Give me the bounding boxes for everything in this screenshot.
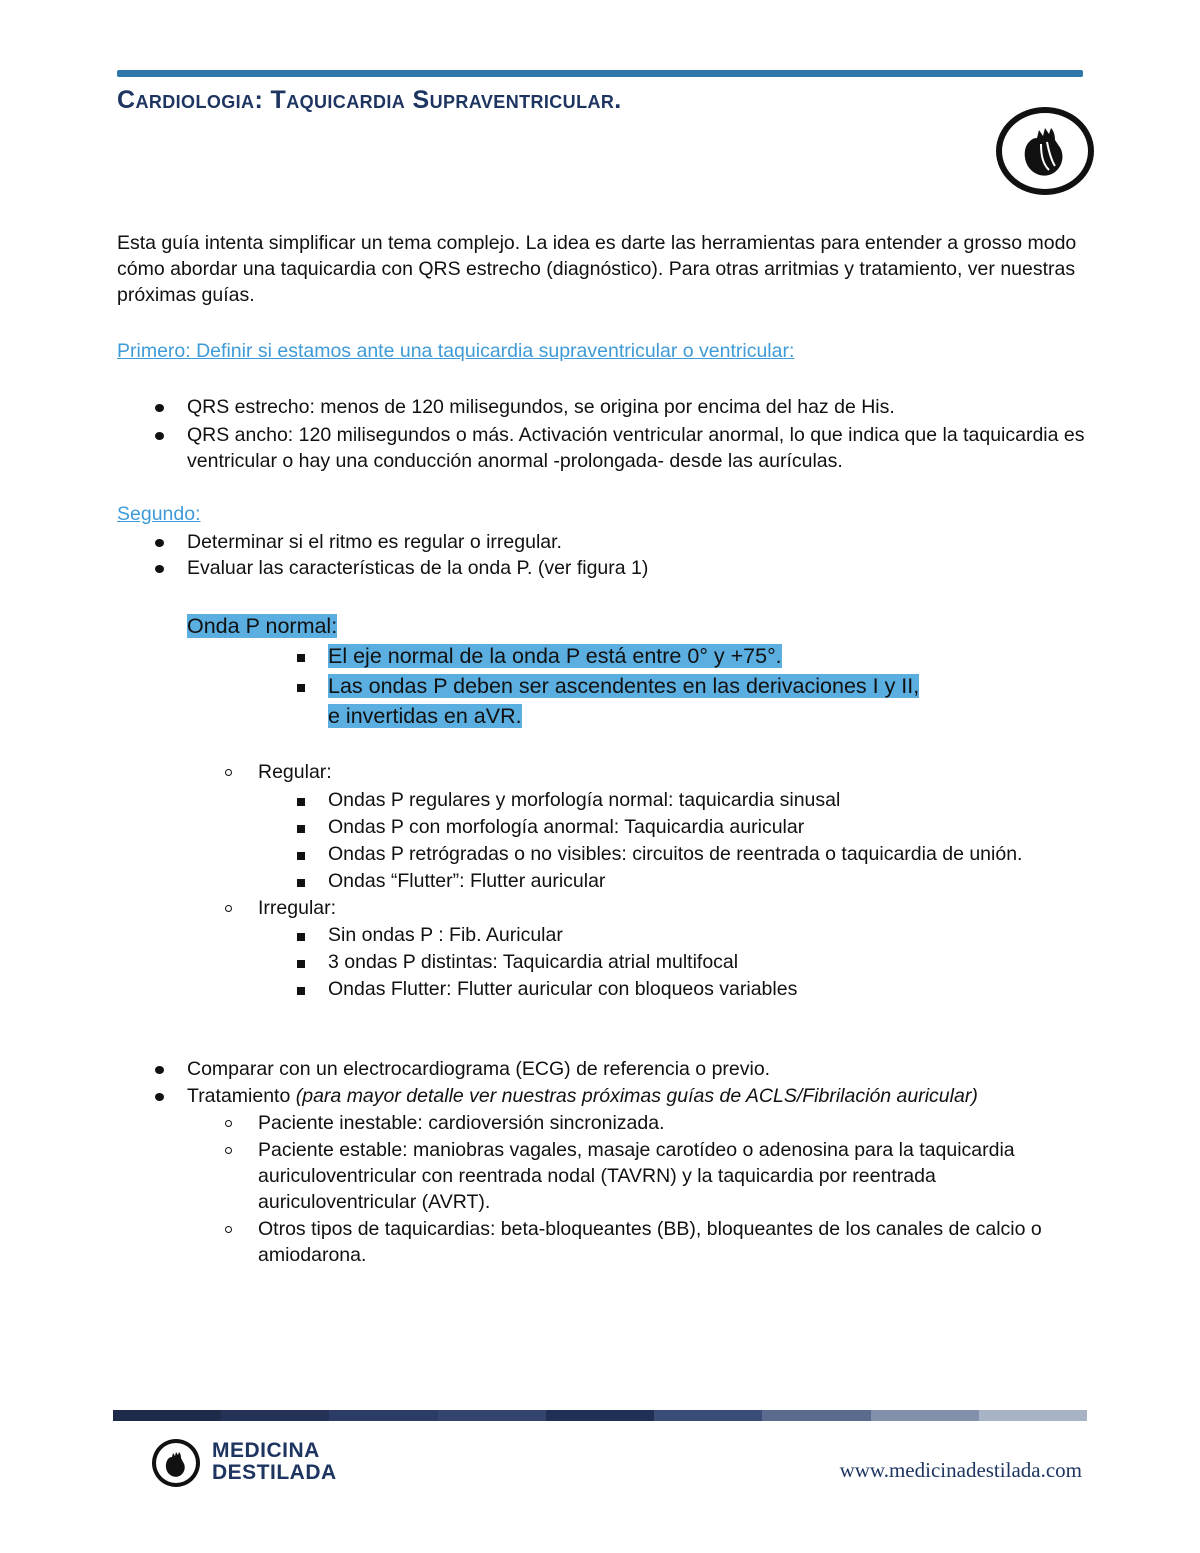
list-item: Comparar con un electrocardiograma (ECG) de referencia o previo. (117, 1056, 1097, 1082)
bullet-icon (155, 539, 164, 547)
list-item: QRS ancho: 120 milisegundos o más. Activación ventricular anormal, lo que indica que la taquicardia es ventricular o hay una conducción anormal -prolongada- desde las aurículas. (117, 422, 1087, 474)
website-link[interactable]: www.medicinadestilada.com (839, 1458, 1082, 1482)
bullet-icon (155, 1066, 164, 1074)
circle-bullet-icon (225, 1226, 232, 1233)
square-bullet-icon (297, 960, 305, 968)
list-item: QRS estrecho: menos de 120 milisegundos, se origina por encima del haz de His. (117, 394, 1097, 420)
onda-p-normal-box (117, 611, 1097, 731)
footer-rule-segment (546, 1410, 654, 1421)
list-item: Sin ondas P : Fib. Auricular (117, 922, 1097, 948)
list-item: Determinar si el ritmo es regular o irregular. (117, 529, 1097, 555)
brand-name: MEDICINA DESTILADA (212, 1439, 337, 1484)
square-bullet-icon (297, 798, 305, 806)
list-item: Ondas P regulares y morfología normal: taquicardia sinusal (117, 787, 1097, 813)
list-item: Ondas P con morfología anormal: Taquicardia auricular (117, 814, 1097, 840)
bullet-icon (155, 404, 164, 412)
footer-rule-segment (654, 1410, 762, 1421)
intro-paragraph: Esta guía intenta simplificar un tema complejo. La idea es darte las herramientas para entender a grosso modo cómo abordar una taquicardia con QRS estrecho (diagnóstico). Para otras arritmias y tratamiento, ver nuestras próximas guías. (117, 232, 1077, 306)
list-item: Paciente estable: maniobras vagales, masaje carotídeo o adenosina para la taquicardia auriculoventricular con reentrada nodal (TAVRN) y la taquicardia por reentrada auriculoventricular (AVRT). (117, 1137, 1078, 1215)
list-item: El eje normal de la onda P está entre 0° y +75°. (117, 641, 1097, 671)
footer-rule-segment (762, 1410, 870, 1421)
square-bullet-icon (297, 987, 305, 995)
segundo-list (117, 529, 1097, 581)
square-bullet-icon (297, 879, 305, 887)
heart-icon (993, 104, 1097, 198)
final-list (117, 1056, 1097, 1268)
footer-rule-segment (113, 1410, 221, 1421)
footer-rule (113, 1410, 1087, 1421)
section-segundo-heading: Segundo: (117, 503, 201, 525)
bullet-icon (155, 432, 164, 440)
list-item: Ondas Flutter: Flutter auricular con bloqueos variables (117, 976, 1097, 1002)
list-item: Otros tipos de taquicardias: beta-bloqueantes (BB), bloqueantes de los canales de calcio o amiodarona. (117, 1216, 1078, 1268)
list-item: 3 ondas P distintas: Taquicardia atrial multifocal (117, 949, 1097, 975)
circle-bullet-icon (225, 905, 232, 912)
square-bullet-icon (297, 654, 305, 662)
footer-rule-segment (329, 1410, 437, 1421)
list-item: Ondas “Flutter”: Flutter auricular (117, 868, 1097, 894)
list-item: Evaluar las características de la onda P. (ver figura 1) (117, 555, 1097, 581)
circle-bullet-icon (225, 1120, 232, 1127)
footer-rule-segment (979, 1410, 1087, 1421)
onda-p-heading: Onda P normal: (187, 614, 338, 638)
footer-rule-segment (438, 1410, 546, 1421)
circle-bullet-icon (225, 769, 232, 776)
list-item: Ondas P retrógradas o no visibles: circuitos de reentrada o taquicardia de unión. (117, 841, 1088, 867)
rhythm-list (117, 759, 1097, 1002)
bullet-icon (155, 1093, 164, 1101)
square-bullet-icon (297, 933, 305, 941)
list-item: Tratamiento (para mayor detalle ver nuestras próximas guías de ACLS/Fibrilación auricular) (117, 1083, 1097, 1109)
bullet-icon (155, 565, 164, 573)
circle-bullet-icon (225, 1147, 232, 1154)
heart-icon (150, 1437, 202, 1489)
square-bullet-icon (297, 684, 305, 692)
list-item: Regular: (117, 759, 1097, 785)
primero-list (117, 394, 1097, 474)
page-title: Cardiologia: Taquicardia Supraventricular. (117, 86, 622, 114)
list-item: Paciente inestable: cardioversión sincronizada. (117, 1110, 1097, 1136)
section-primero-heading: Primero: Definir si estamos ante una taquicardia supraventricular o ventricular: (117, 340, 795, 362)
top-rule (117, 70, 1083, 77)
footer-rule-segment (221, 1410, 329, 1421)
footer-rule-segment (871, 1410, 979, 1421)
square-bullet-icon (297, 852, 305, 860)
square-bullet-icon (297, 825, 305, 833)
list-item: Las ondas P deben ser ascendentes en las derivaciones I y II, e invertidas en aVR. (117, 671, 928, 731)
list-item: Irregular: (117, 895, 1097, 921)
